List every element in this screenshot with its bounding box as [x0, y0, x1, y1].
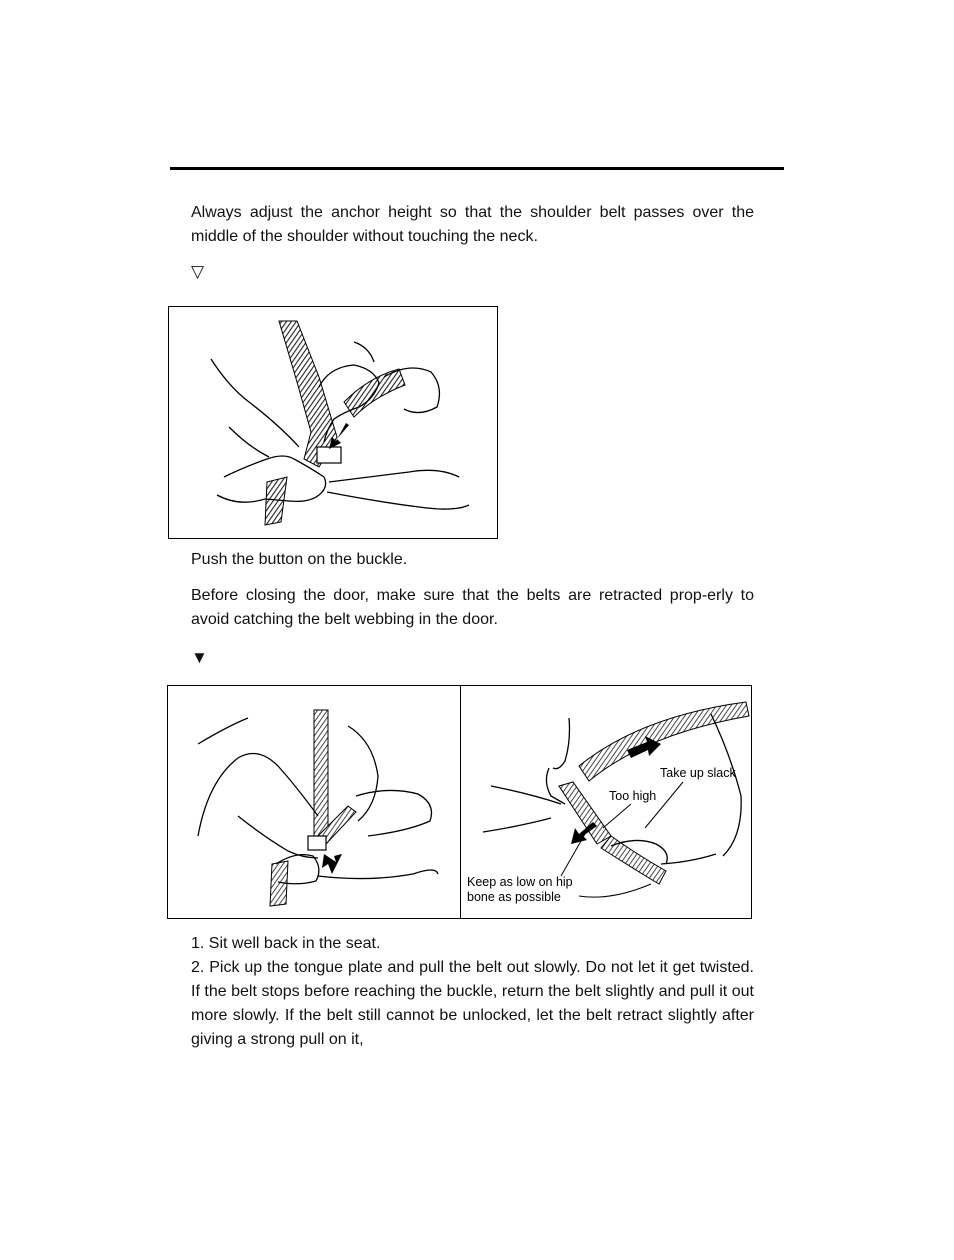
- open-triangle-marker: ▽: [191, 262, 205, 281]
- buckle-release-figure: [168, 306, 498, 539]
- keep-low-label-line2: bone as possible: [467, 890, 561, 904]
- fastening-figure: [167, 685, 752, 919]
- step-1: 1. Sit well back in the seat.: [191, 935, 381, 952]
- buckle-release-illustration: [169, 307, 499, 540]
- buckle-caption: Push the button on the buckle.: [191, 551, 408, 568]
- intro-paragraph: Always adjust the anchor height so that the shoulder belt passes over the middle of the shoulder without touching the neck.: [191, 204, 754, 245]
- header-rule: [170, 167, 784, 170]
- filled-triangle-marker: ▼: [191, 648, 208, 667]
- too-high-label: Too high: [609, 789, 657, 803]
- keep-low-label-line1: Keep as low on hip: [467, 875, 573, 889]
- pull-belt-illustration: [168, 686, 460, 918]
- step-2: 2. Pick up the tongue plate and pull the belt out slowly. Do not let it get twisted. If the belt stops before reaching the buckle, return the belt slightly and pull it out more slowly. If the belt still cannot be unlocked, let the belt retract slightly after giving a strong pull on it,: [191, 959, 754, 1048]
- take-up-slack-label: Take up slack: [660, 766, 736, 780]
- door-warning-paragraph: Before closing the door, make sure that the belts are retracted prop-erly to avoid catching the belt webbing in the door.: [191, 587, 754, 628]
